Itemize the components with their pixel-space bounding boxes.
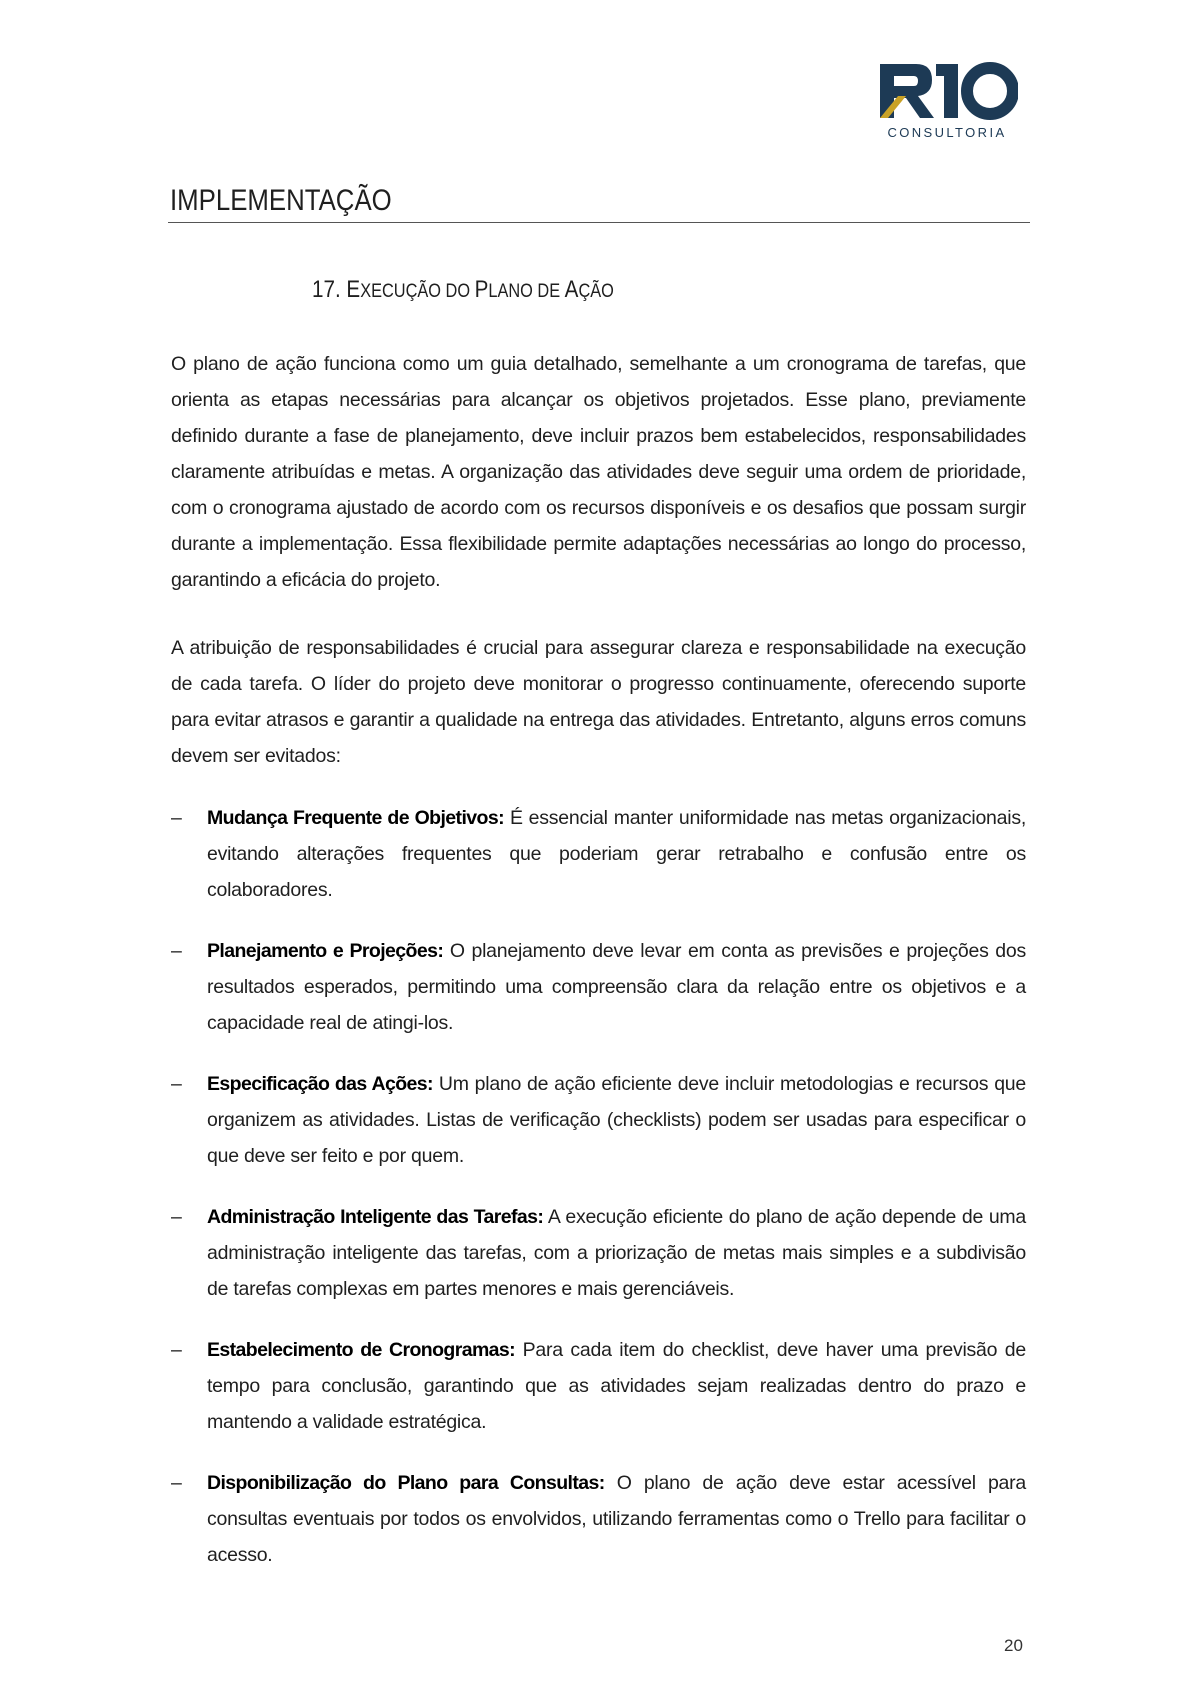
dash-marker: – — [171, 807, 182, 829]
company-logo — [876, 60, 1018, 146]
r10-logo-mark — [876, 60, 1018, 122]
list-item-text: Para cada item do checklist, deve haver uma previsão de tempo para conclusão, garantindo que as atividades sejam realizadas dentro do prazo e mantendo a validade estratégica. — [207, 1339, 1026, 1433]
heading-smallcaps: ÇÃO — [578, 281, 614, 302]
dash-marker: – — [171, 1339, 182, 1361]
list-item — [171, 800, 1026, 908]
list-item-term: Estabelecimento de Cronogramas: — [207, 1339, 516, 1361]
list-item-text: A execução eficiente do plano de ação depende de uma administração inteligente das tarefas, com a priorização de metas mais simples e a subdivisão de tarefas complexas em partes menores e mais gerenciáveis. — [207, 1206, 1026, 1300]
list-item-term: Especificação das Ações: — [207, 1073, 433, 1095]
list-item-text: Um plano de ação eficiente deve incluir metodologias e recursos que organizem as atividades. Listas de verificação (checklists) podem ser usadas para especificar o que deve ser feito e por quem. — [207, 1073, 1026, 1167]
common-errors-list — [171, 800, 1026, 1598]
paragraph-responsibilities: A atribuição de responsabilidades é crucial para assegurar clareza e responsabilidade na execução de cada tarefa. O líder do projeto deve monitorar o progresso continuamente, oferecendo suporte para evitar atrasos e garantir a qualidade na entrega das atividades. Entretanto, alguns erros comuns devem ser evitados: — [171, 637, 1026, 767]
list-item-term: Planejamento e Projeções: — [207, 940, 444, 962]
list-item-term: Disponibilização do Plano para Consultas: — [207, 1472, 605, 1494]
list-item-text: O plano de ação deve estar acessível para consultas eventuais por todos os envolvidos, utilizando ferramentas como o Trello para facilitar o acesso. — [207, 1472, 1026, 1566]
page-number: 20 — [1004, 1636, 1023, 1655]
heading-cap: P — [474, 276, 489, 303]
list-item — [171, 1199, 1026, 1307]
dash-marker: – — [171, 940, 182, 962]
dash-marker: – — [171, 1472, 182, 1494]
subsection-heading — [312, 276, 614, 304]
list-item-text: O planejamento deve levar em conta as previsões e projeções dos resultados esperados, permitindo uma compreensão clara da relação entre os objetivos e a capacidade real de atingi-los. — [207, 940, 1026, 1034]
list-item — [171, 1465, 1026, 1573]
heading-smallcaps: LANO DE — [488, 281, 565, 302]
section-title: IMPLEMENTAÇÃO — [170, 184, 392, 217]
heading-cap: E — [346, 276, 361, 303]
list-item — [171, 1332, 1026, 1440]
list-item-text: É essencial manter uniformidade nas metas organizacionais, evitando alterações frequentes que poderiam gerar retrabalho e confusão entre os colaboradores. — [207, 807, 1026, 901]
list-item-term: Administração Inteligente das Tarefas: — [207, 1206, 544, 1228]
paragraph-intro: O plano de ação funciona como um guia detalhado, semelhante a um cronograma de tarefas, que orienta as etapas necessárias para alcançar os objetivos projetados. Esse plano, previamente definido durante a fase de planejamento, deve incluir prazos bem estabelecidos, responsabilidades claramente atribuídas e metas. A organização das atividades deve seguir uma ordem de prioridade, com o cronograma ajustado de acordo com os recursos disponíveis e os desafios que possam surgir durante a implementação. Essa flexibilidade permite adaptações necessárias ao longo do processo, garantindo a eficácia do projeto. — [171, 353, 1026, 591]
list-item — [171, 1066, 1026, 1174]
title-divider — [168, 222, 1030, 223]
heading-cap: A — [564, 276, 579, 303]
list-item-term: Mudança Frequente de Objetivos: — [207, 807, 504, 829]
heading-number: 17. — [312, 276, 347, 303]
heading-smallcaps: XECUÇÃO DO — [360, 281, 475, 302]
logo-subtitle: CONSULTORIA — [887, 125, 1007, 140]
dash-marker: – — [171, 1206, 182, 1228]
dash-marker: – — [171, 1073, 182, 1095]
list-item — [171, 933, 1026, 1041]
